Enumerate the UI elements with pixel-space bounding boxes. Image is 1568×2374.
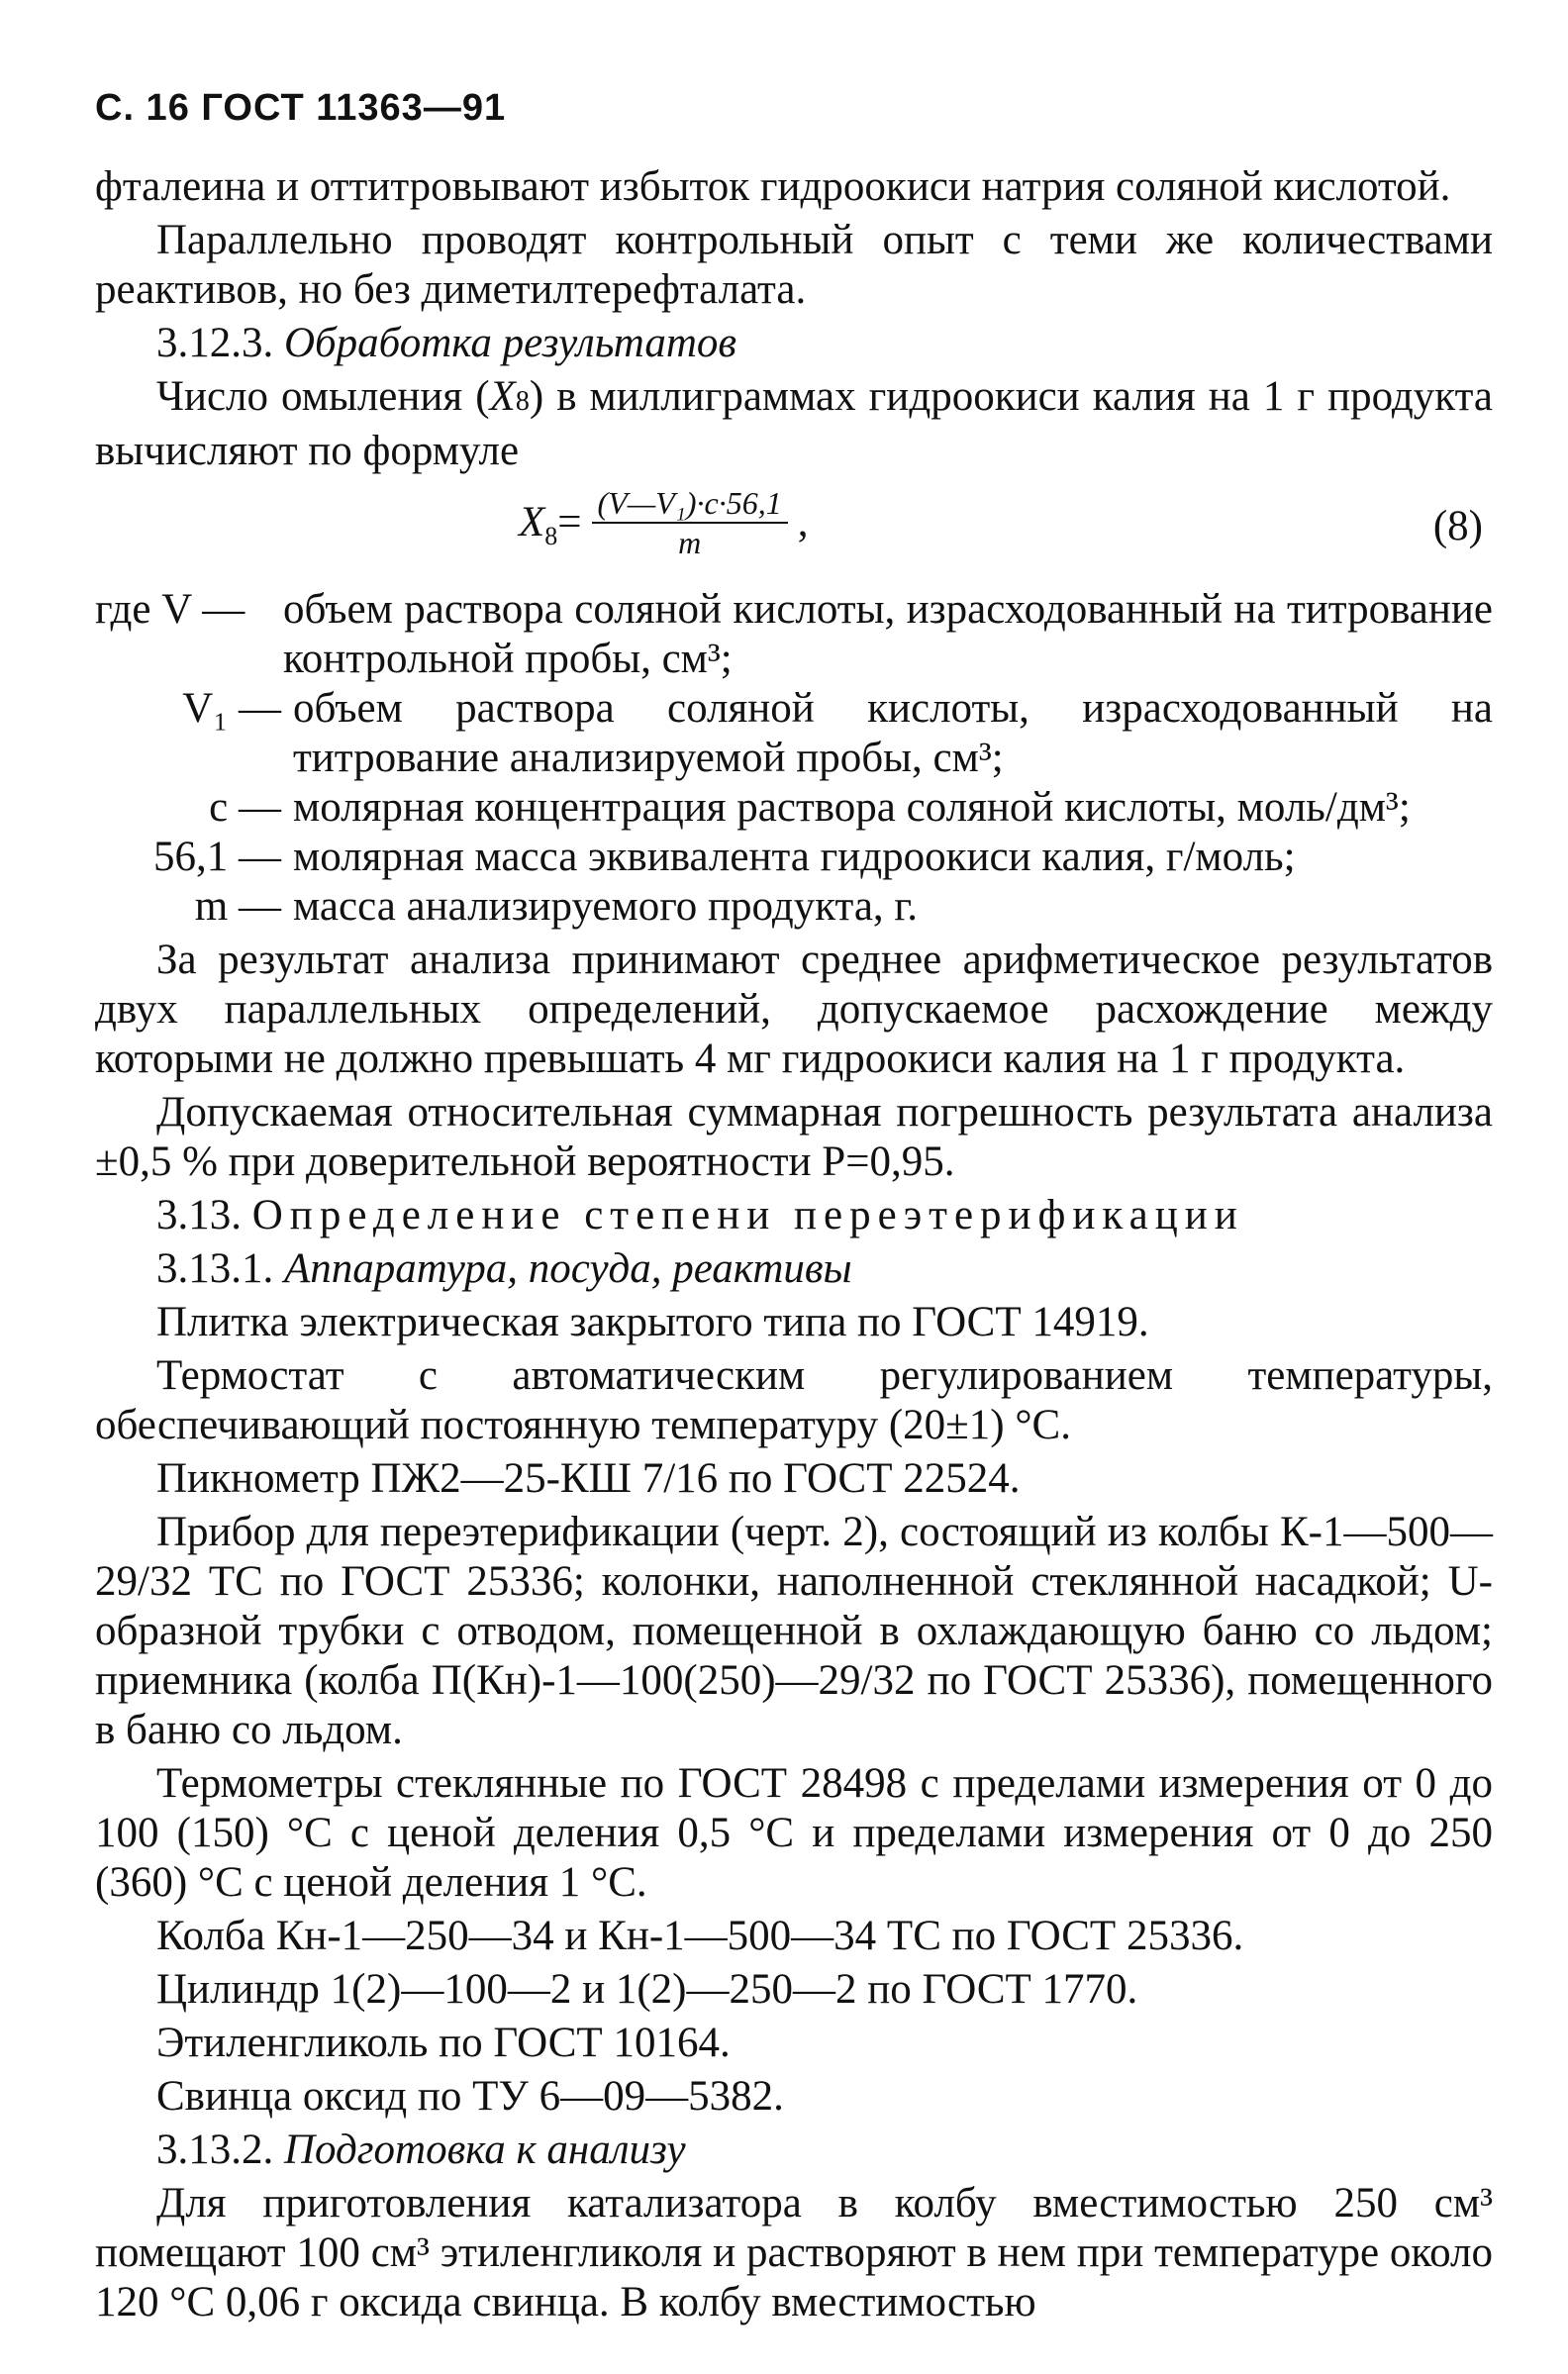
- paragraph-2: Параллельно проводят контрольный опыт с теми же количествами реактивов, но без диметилтерефталата.: [95, 217, 1493, 313]
- paragraph-1: фталеина и оттитровывают избыток гидроокиси натрия соляной кислотой.: [95, 163, 1451, 210]
- formula-comma: ,: [797, 499, 809, 545]
- definition-item: [95, 783, 1493, 833]
- formula-lhs: X: [519, 499, 545, 545]
- formula-denominator: m: [678, 525, 702, 560]
- section-title: Определение степени переэтерификации: [251, 1192, 1244, 1238]
- paragraph-6: Для приготовления катализатора в колбу вместимостью 250 см³ помещают 100 см³ этиленгликоля и растворяют в нем при температуре около 120 °С 0,06 г оксида свинца. В колбу вместимостью: [95, 2180, 1493, 2325]
- definition-text: молярная концентрация раствора соляной кислоты, моль/дм³;: [293, 784, 1411, 831]
- section-number: 3.13.: [156, 1192, 242, 1238]
- formula-definitions: [95, 585, 1493, 932]
- section-number: 3.13.2.: [156, 2127, 274, 2173]
- paragraph-3: Число омыления (X8) в миллиграммах гидроокиси калия на 1 г продукта вычисляют по формуле: [95, 373, 1493, 474]
- definition-item: [95, 684, 1493, 783]
- equipment-item: Плитка электрическая закрытого типа по ГОСТ 14919.: [156, 1299, 1149, 1345]
- formula-numerator: (V—V₁)·c·56,1: [592, 484, 788, 524]
- section-3-13-1-heading: [95, 1244, 1493, 1294]
- formula-8: [95, 480, 1493, 579]
- definition-text: молярная масса эквивалента гидроокиси калия, г/моль;: [293, 834, 1296, 880]
- section-number: 3.12.3.: [156, 320, 274, 366]
- formula-expression: [519, 484, 808, 561]
- definition-symbol: V₁ —: [182, 685, 281, 732]
- paragraph-4: За результат анализа принимают среднее арифметическое результатов двух параллельных определений, допускаемое расхождение между которыми не должно превышать 4 мг гидроокиси калия на 1 г продукта.: [95, 937, 1493, 1082]
- document-body: [95, 162, 1493, 2331]
- definition-item: [95, 585, 1493, 684]
- definition-symbol: 56,1 —: [153, 834, 281, 880]
- equipment-item: Этиленгликоль по ГОСТ 10164.: [156, 2020, 731, 2066]
- formula-number: (8): [1432, 503, 1483, 549]
- definition-text: объем раствора соляной кислоты, израсходованный на титрование контрольной пробы, см³;: [283, 586, 1493, 682]
- definition-item: [95, 833, 1493, 882]
- section-3-13-heading: [95, 1191, 1493, 1240]
- definition-item: [95, 882, 1493, 932]
- page-header: С. 16 ГОСТ 11363—91: [95, 87, 507, 129]
- equipment-item: Свинца оксид по ТУ 6—09—5382.: [156, 2073, 784, 2120]
- section-3-12-3-heading: [95, 319, 1493, 368]
- formula-equals: =: [557, 499, 582, 545]
- equipment-item: Колба Кн-1—250—34 и Кн-1—500—34 ТС по ГОСТ 25336.: [156, 1913, 1244, 1959]
- section-title: Подготовка к анализу: [284, 2127, 686, 2173]
- formula-lhs-subscript: 8: [544, 522, 558, 550]
- equipment-item: Цилиндр 1(2)—100—2 и 1(2)—250—2 по ГОСТ 1770.: [156, 1966, 1138, 2013]
- equipment-item: Термометры стеклянные по ГОСТ 28498 с пределами измерения от 0 до 100 (150) °С с ценой деления 0,5 °С и пределами измерения от 0 до 250 (360) °С с ценой деления 1 °С.: [95, 1760, 1493, 1906]
- section-title: Обработка результатов: [284, 320, 737, 366]
- equipment-item: Термостат с автоматическим регулированием температуры, обеспечивающий постоянную температуру (20±1) °С.: [95, 1352, 1493, 1448]
- definition-symbol: m —: [194, 883, 281, 930]
- definition-symbol: с —: [209, 784, 281, 831]
- section-number: 3.13.1.: [156, 1245, 274, 1292]
- definition-symbol: где V —: [95, 586, 245, 633]
- equipment-item: Пикнометр ПЖ2—25-КШ 7/16 по ГОСТ 22524.: [156, 1455, 1021, 1502]
- formula-fraction: [592, 484, 788, 561]
- definition-text: масса анализируемого продукта, г.: [293, 883, 918, 930]
- paragraph-5: Допускаемая относительная суммарная погрешность результата анализа ±0,5 % при доверительной вероятности P=0,95.: [95, 1089, 1493, 1185]
- section-title: Аппаратура, посуда, реактивы: [284, 1245, 852, 1292]
- section-3-13-2-heading: [95, 2126, 1493, 2175]
- equipment-item: Прибор для переэтерификации (черт. 2), состоящий из колбы К-1—500—29/32 ТС по ГОСТ 25336; колонки, наполненной стеклянной насадкой; U-образной трубки с отводом, помещенной в охлаждающую баню со льдом; приемника (колба П(Кн)-1—100(250)—29/32 по ГОСТ 25336), помещенного в баню со льдом.: [95, 1509, 1493, 1753]
- definition-text: объем раствора соляной кислоты, израсходованный на титрование анализируемой пробы, см³;: [293, 685, 1493, 781]
